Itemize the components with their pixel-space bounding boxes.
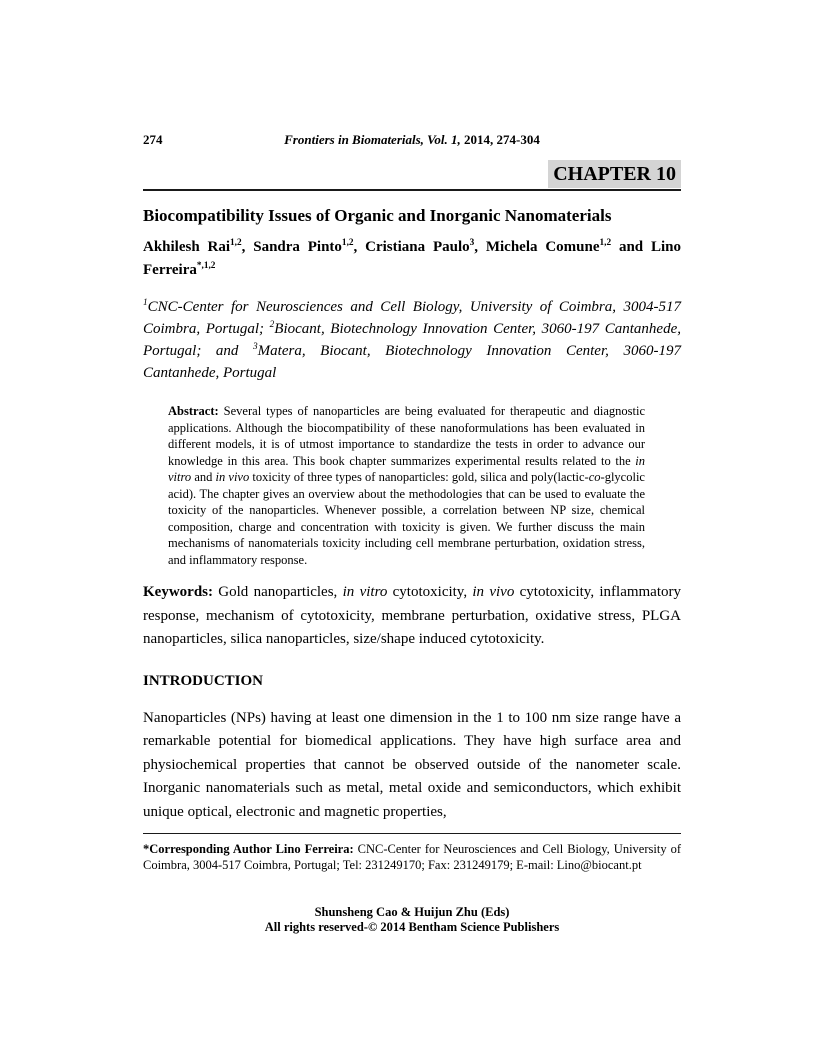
author-affiliation-marker: 3: [469, 238, 475, 248]
keywords-latin-term: in vitro: [342, 584, 388, 600]
affiliation-marker: 3: [253, 342, 258, 352]
author-separator: ,: [241, 239, 254, 255]
author-separator: and: [611, 239, 651, 255]
affiliation-marker: 1: [143, 298, 148, 308]
author-affiliation-marker: 1,2: [230, 238, 242, 248]
author-affiliation-marker: 1,2: [341, 238, 354, 248]
footer-copyright: All rights reserved-© 2014 Bentham Science Publishers: [264, 919, 560, 934]
author-list: [143, 236, 681, 282]
abstract: [168, 403, 645, 568]
keywords-text: cytotoxicity,: [387, 584, 473, 600]
keywords-latin-term: in vivo: [472, 584, 515, 600]
affiliation-marker: 2: [269, 320, 275, 330]
keywords-text: Gold nanoparticles,: [213, 584, 343, 600]
introduction-paragraph: Nanoparticles (NPs) having at least one dimension in the 1 to 100 nm size range have a remarkable potential for biomedical applications. They have high surface area and physiochemical properties that cannot be observed outside of the nanometer scale. Inorganic nanomaterials such as metal, metal oxide and semiconductors, which exhibit unique optical, electronic and magnetic properties,: [143, 709, 681, 820]
chapter-row: [143, 160, 681, 188]
footer-editors: Shunsheng Cao & Huijun Zhu (Eds): [314, 905, 510, 919]
header-rule: [143, 189, 681, 191]
abstract-text: toxicity of three types of nanoparticles: gold, silica and poly(lactic-: [249, 470, 589, 484]
author-separator: ,: [474, 239, 486, 255]
abstract-latin-term: co: [588, 470, 601, 484]
page-number: 274: [143, 132, 163, 147]
abstract-latin-term: in vivo: [215, 470, 250, 484]
keywords-label: Keywords:: [143, 584, 213, 600]
keywords-text: cytotoxicity, inflammatory response, mechanism of cytotoxicity, membrane perturbation, oxidative stress, PLGA nanoparticles, silica nanoparticles, size/shape induced cytotoxicity.: [143, 584, 682, 647]
chapter-label: CHAPTER 10: [548, 160, 681, 188]
journal-citation-italic: Frontiers in Biomaterials, Vol. 1,: [284, 132, 461, 147]
affiliations: [143, 296, 681, 384]
page-footer: [143, 905, 681, 934]
author-name: Lino Ferreira: [143, 239, 681, 278]
author-name: Sandra Pinto: [253, 239, 342, 255]
author-name: Akhilesh Rai: [143, 239, 231, 255]
abstract-latin-term: in vitro: [168, 453, 645, 484]
page-content: [143, 0, 681, 824]
keywords: [143, 581, 681, 652]
affiliation-text: CNC-Center for Neurosciences and Cell Biology, University of Coimbra, 3004-517 Coimbra, Portugal;: [143, 299, 681, 337]
author-name: Michela Comune: [485, 239, 600, 255]
author-separator: ,: [353, 239, 366, 255]
abstract-text: -glycolic acid). The chapter gives an overview about the methodologies that can be used to evaluate the toxicity of the nanoparticles. Whenever possible, a correlation between NP size, chemical composition, charge and concentration with toxicity is given. We further discuss the main mechanisms of nanomaterials toxicity including cell membrane perturbation, oxidation stress, and inflammatory response.: [168, 470, 645, 567]
affiliation-text: Matera, Biocant, Biotechnology Innovation Center, 3060-197 Cantanhede, Portugal: [143, 343, 681, 381]
section-heading-introduction: INTRODUCTION: [143, 672, 264, 689]
running-head: [143, 132, 681, 147]
abstract-label: Abstract:: [168, 404, 219, 418]
journal-citation-plain: 2014, 274-304: [460, 132, 540, 147]
affiliation-text: Biocant, Biotechnology Innovation Center, 3060-197 Cantanhede, Portugal; and: [143, 321, 681, 359]
abstract-text: and: [191, 470, 216, 484]
abstract-text: Several types of nanoparticles are being evaluated for therapeutic and diagnostic applications. Although the biocompatibility of these nanoformulations has been evaluated in different models, it is of utmost importance to standardize the tests in order to advance our knowledge in this area. This book chapter summarizes experimental results related to the: [168, 404, 645, 468]
footnote-text: CNC-Center for Neurosciences and Cell Biology, University of Coimbra, 3004-517 Coimbra, Portugal; Tel: 231249170; Fax: 231249179; E-mail: Lino@biocant.pt: [143, 842, 681, 872]
author-affiliation-marker: *,1,2: [196, 261, 216, 271]
corresponding-author-footnote: [143, 833, 681, 873]
author-name: Cristiana Paulo: [365, 239, 470, 255]
author-affiliation-marker: 1,2: [599, 238, 612, 248]
footnote-label: *Corresponding Author Lino Ferreira:: [143, 842, 354, 856]
article-title: Biocompatibility Issues of Organic and Inorganic Nanomaterials: [143, 206, 612, 225]
